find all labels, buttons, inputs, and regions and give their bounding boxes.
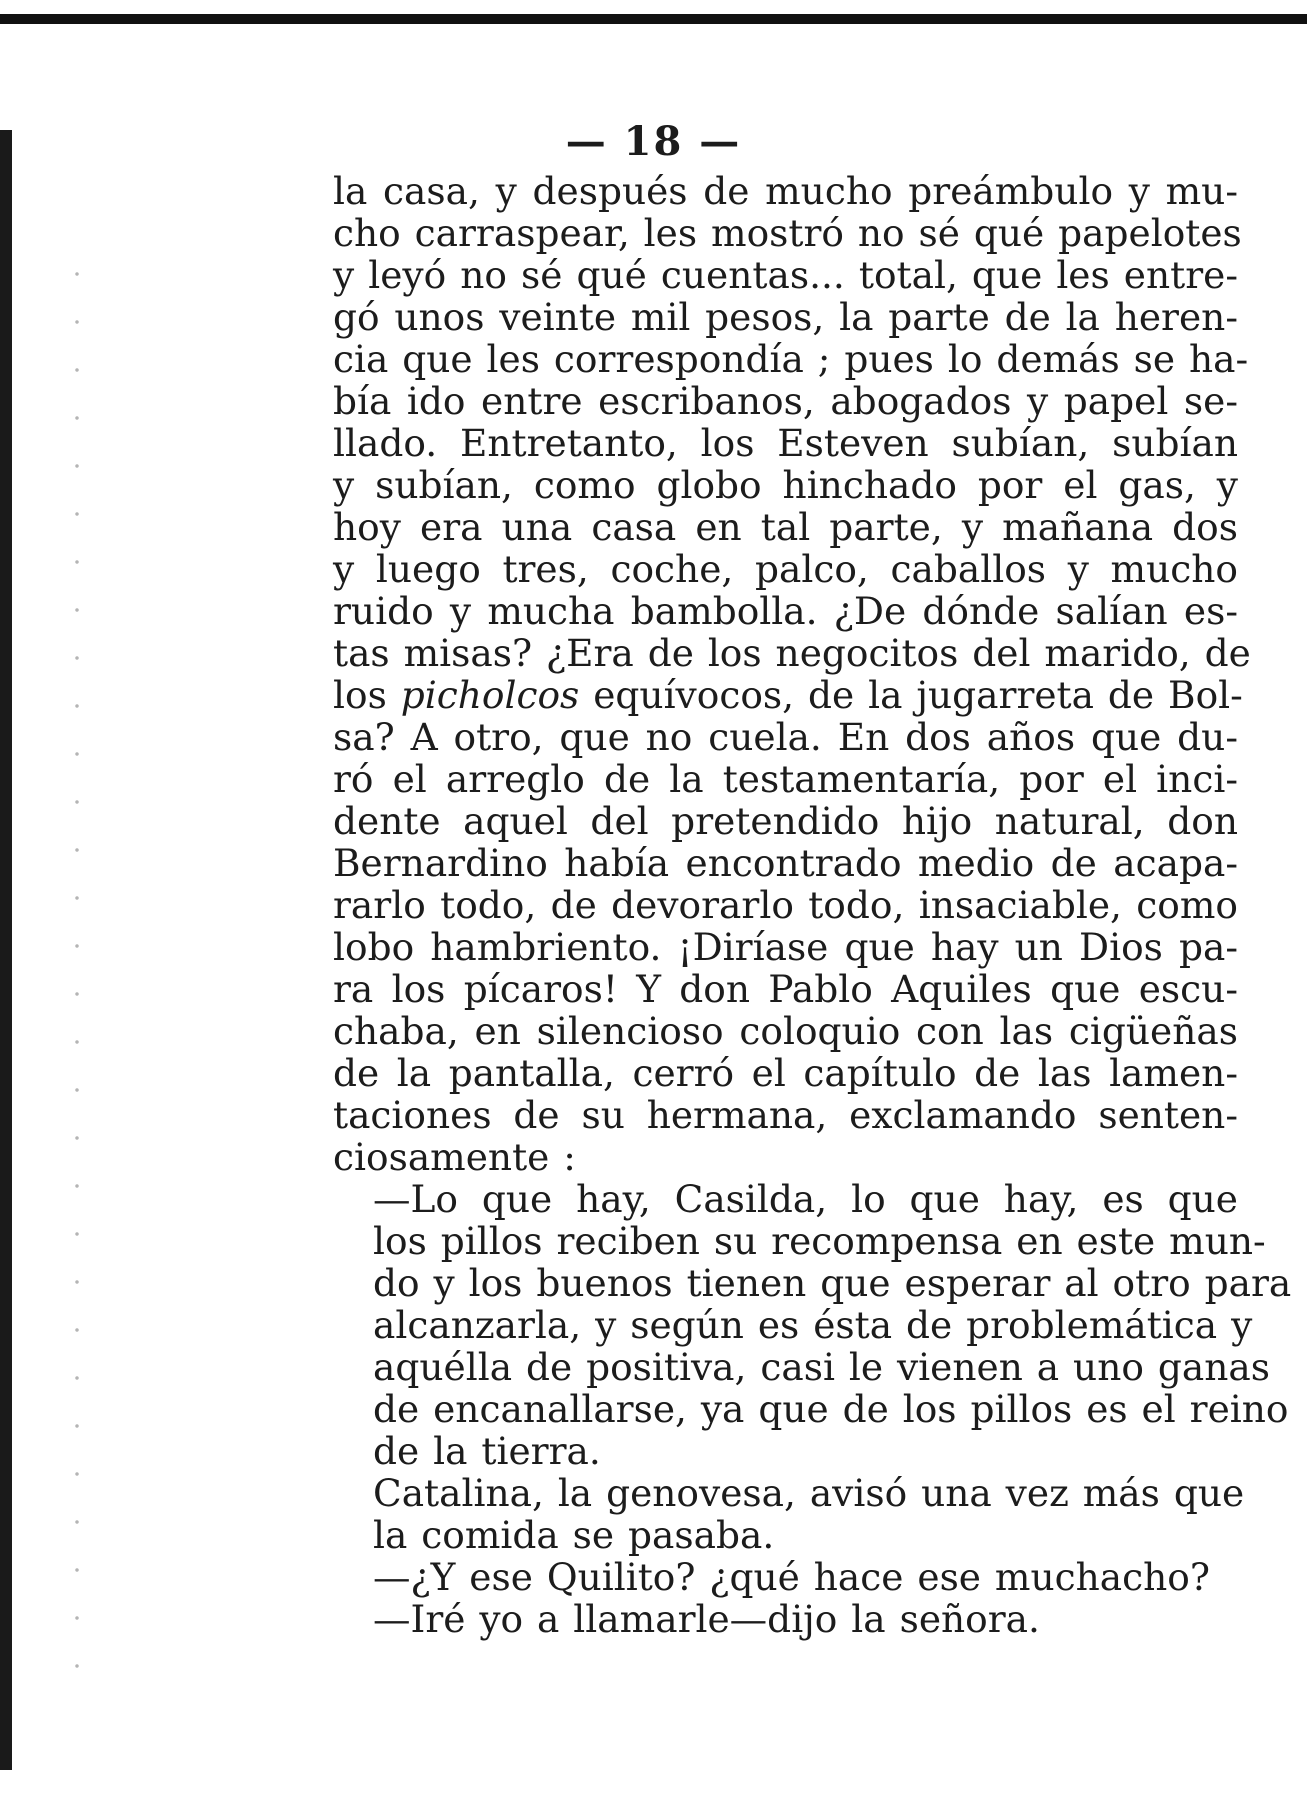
- text-line: sa? A otro, que no cuela. En dos años que du-: [333, 715, 1238, 759]
- text-line: —¿Y ese Quilito? ¿qué hace ese muchacho?: [373, 1555, 1210, 1599]
- text-line: de la pantalla, cerró el capítulo de las lamen-: [333, 1051, 1238, 1095]
- text-line: lobo hambriento. ¡Diríase que hay un Dios pa-: [333, 925, 1238, 969]
- text-line: la comida se pasaba.: [373, 1513, 775, 1557]
- paragraph: [333, 1598, 1238, 1640]
- text-line: do y los buenos tienen que esperar al otro para: [373, 1261, 1292, 1305]
- text-line: Bernardino había encontrado medio de acapa-: [333, 841, 1238, 885]
- text-line: de encanallarse, ya que de los pillos es el reino: [373, 1387, 1289, 1431]
- left-binding-edge: [0, 130, 16, 1770]
- text-line: y leyó no sé qué cuentas... total, que les entre-: [333, 253, 1238, 297]
- text-line: y luego tres, coche, palco, caballos y mucho: [333, 547, 1238, 591]
- text-line: cia que les correspondía ; pues lo demás se ha-: [333, 337, 1249, 381]
- italic-word: picholcos: [400, 673, 580, 717]
- text-line: llado. Entretanto, los Esteven subían, subían: [333, 421, 1238, 465]
- paragraph: [333, 1177, 1292, 1473]
- text-line: Catalina, la genovesa, avisó una vez más que: [373, 1471, 1245, 1515]
- text-line: dente aquel del pretendido hijo natural, don: [333, 799, 1238, 843]
- text-line: bía ido entre escribanos, abogados y papel se-: [333, 379, 1238, 423]
- text-line: de la tierra.: [373, 1429, 601, 1473]
- text-line: rarlo todo, de devorarlo todo, insaciable, como: [333, 883, 1238, 927]
- text-line: ra los pícaros! Y don Pablo Aquiles que escu-: [333, 967, 1238, 1011]
- page-body: [333, 169, 1292, 1641]
- text-line: y subían, como globo hinchado por el gas, y: [333, 463, 1238, 507]
- paragraph: [333, 1471, 1245, 1557]
- text-line: los pillos reciben su recompensa en este mun-: [373, 1219, 1266, 1263]
- text-line: —Iré yo a llamarle—dijo la señora.: [373, 1597, 1040, 1641]
- text-line: gó unos veinte mil pesos, la parte de la heren-: [333, 295, 1238, 339]
- page-number: — 18 —: [565, 118, 742, 165]
- text-line: taciones de su hermana, exclamando senten-: [333, 1093, 1238, 1137]
- text-line: [333, 673, 1243, 717]
- left-binding-holes: [70, 250, 84, 1700]
- text-line: ciosamente :: [333, 1135, 576, 1179]
- text-line: alcanzarla, y según es ésta de problemática y: [373, 1303, 1253, 1347]
- text-line: ruido y mucha bambolla. ¿De dónde salían es-: [333, 589, 1238, 633]
- text-line: hoy era una casa en tal parte, y mañana dos: [333, 505, 1238, 549]
- text-line: la casa, y después de mucho preámbulo y mu-: [333, 169, 1238, 213]
- text-line: cho carraspear, les mostró no sé qué papelotes: [333, 211, 1242, 255]
- text-line: aquélla de positiva, casi le vienen a uno ganas: [373, 1345, 1270, 1389]
- top-border-rule: [0, 10, 1307, 30]
- text-line: ró el arreglo de la testamentaría, por el inci-: [333, 757, 1238, 801]
- text-segment: equívocos, de la jugarreta de Bol-: [579, 673, 1243, 717]
- text-segment: los: [333, 673, 401, 717]
- paragraph: [333, 169, 1251, 1179]
- text-line: chaba, en silencioso coloquio con las cigüeñas: [333, 1009, 1238, 1053]
- text-line: tas misas? ¿Era de los negocitos del marido, de: [333, 631, 1251, 675]
- paragraph: [333, 1556, 1238, 1598]
- text-line: —Lo que hay, Casilda, lo que hay, es que: [373, 1177, 1238, 1221]
